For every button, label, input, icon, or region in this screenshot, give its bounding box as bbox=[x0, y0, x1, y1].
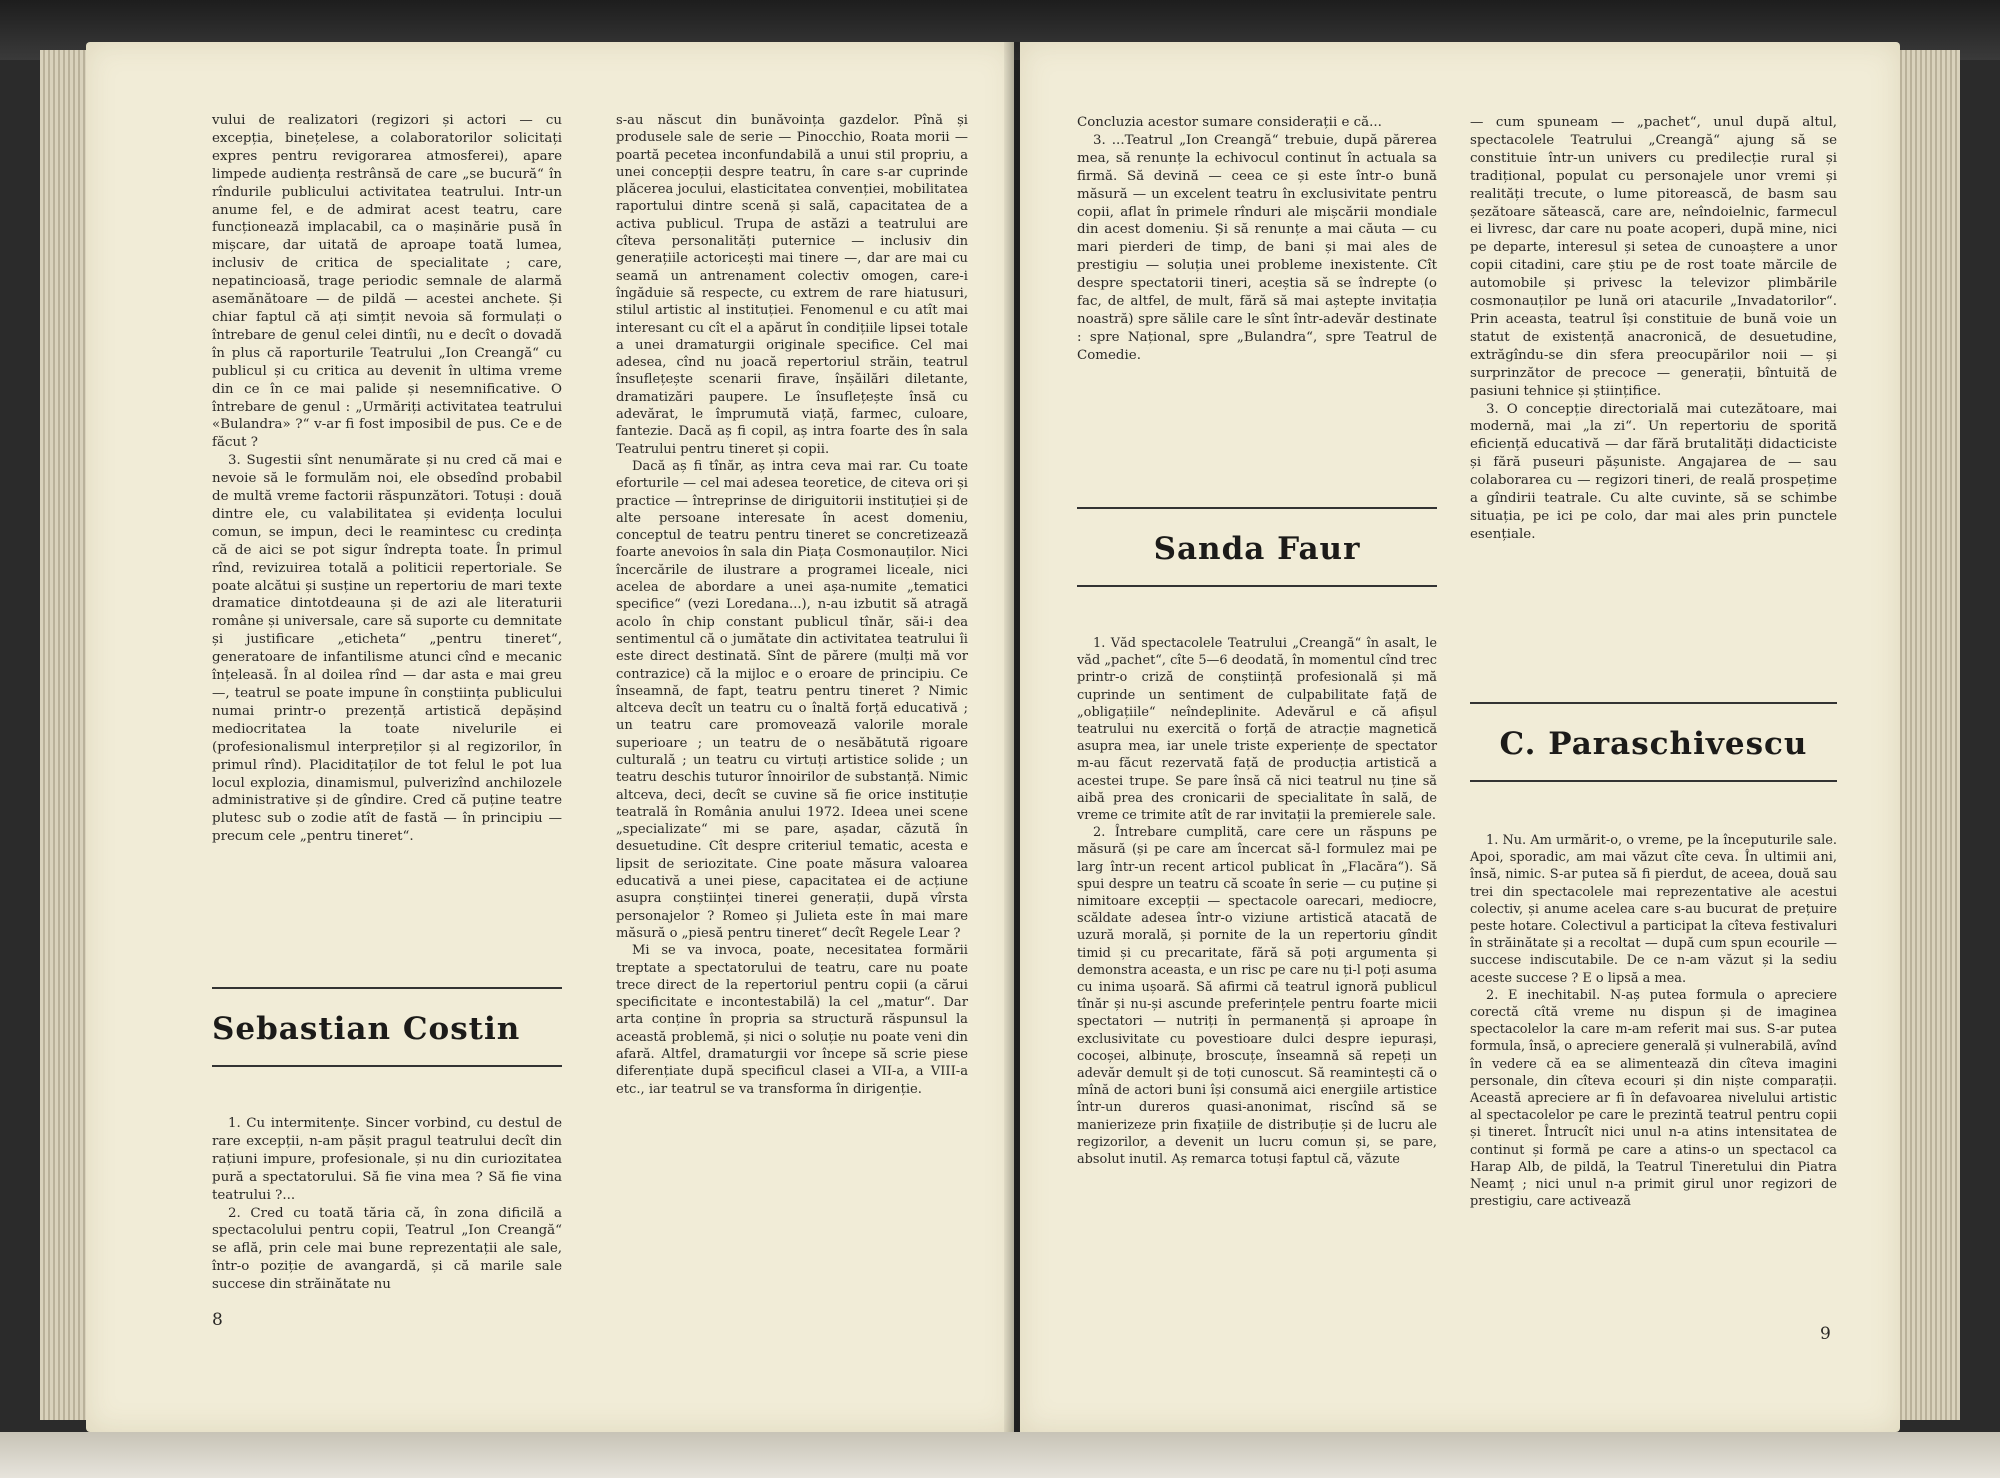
right-column-2-bottom bbox=[1470, 832, 1837, 1210]
paragraph: 1. Văd spectacolele Teatrului „Creangă“ în asalt, le văd „pachet“, cîte 5—6 deodată, în momentul cînd trec printr-o criză de conștiință profesională și mă cuprinde un sentiment de culpabilitate față de „obligațiile“ neîndeplinite. Adevărul e că afișul teatrului nu exercită o forță de atracție magnetică asupra mea, iar unele triste experiențe de spectator m-au făcut rezervată față de producția artistică a acestei trupe. Se pare însă că nici teatrul nu ține să aibă prea des cronicarii de specialitate în sală, de vreme ce trimite atît de rar invitații la premierele sale. bbox=[1077, 636, 1437, 824]
paragraph: 2. Cred cu toată tăria că, în zona dificilă a spectacolului pentru copii, Teatrul „Ion Creangă“ se află, prin cele mai bune reprezentații ale sale, într-o poziție de avangardă, și că marile sale succese din străinătate nu bbox=[212, 1205, 562, 1293]
author-heading-c-paraschivescu: C. Paraschivescu bbox=[1470, 702, 1837, 782]
paragraph: 3. Sugestii sînt nenumărate și nu cred că mai e nevoie să le formulăm noi, ele obsedînd probabil de multă vreme factorii răspunzători. Totuși : două dintre ele, cu valabilitatea și evidența locului comun, se impun, deci le reamintesc cu credința că de aici se pot sigur îndrepta toate. În primul rînd, revizuirea totală a politicii repertoriale. Se poate alcătui și susține un repertoriu de mari texte dramatice dintotdeauna și de azi ale literaturii române și universale, care să suporte cu demnitate și justificare „eticheta“ „pentru tineret“, generatoare de infantilisme atunci cînd e mecanic înțeleasă. În al doilea rînd — dar asta e mai greu —, teatrul se poate impune în conștiința publicului numai printr-o prezență artistică depășind mediocritatea la toate nivelurile ei (profesionalismul interpreților și al regizorilor, în primul rînd). Placiditaților de tot felul le pot lua locul explozia, dinamismul, pulverizînd anchilozele administrative și de gîndire. Cred că puține teatre plutesc sub o zodie atît de fastă — în principiu — precum cele „pentru tineret“. bbox=[212, 453, 562, 845]
scan-bottom-margin bbox=[0, 1432, 2000, 1478]
paragraph: 1. Nu. Am urmărit-o, o vreme, pe la începuturile sale. Apoi, sporadic, am mai văzut cîte ceva. În ultimii ani, însă, nimic. S-ar putea să fi pierdut, de aceea, două sau trei din spectacolele mai reprezentative ale acestui colectiv, și anume acelea care s-au bucurat de prețuire peste hotare. Colectivul a participat la cîteva festivaluri în străinătate și a recoltat — după cum spun ecourile — succese indiscutabile. De ce n-am văzut și la sediu aceste succese ? E o lipsă a mea. bbox=[1470, 833, 1837, 986]
paragraph: 3. ...Teatrul „Ion Creangă“ trebuie, după părerea mea, să renunțe la echivocul continut în actuala sa firmă. Să devină — ceea ce și este într-o bună măsură — un excelent teatru în exclusivitate pentru copii, aflat în primele rînduri ale mișcării mondiale din acest domeniu. Și să renunțe a mai căuta — cu mari pierderi de timp, de bani și mai ales de prestigiu — soluția unei probleme inexistente. Cît despre spectatorii tineri, aceștia să se îndrepte (o fac, de altfel, de mult, fără să mai aștepte invitația noastră) spre sălile care le sînt într-adevăr destinate : spre Național, spre „Bulandra“, spre Teatrul de Comedie. bbox=[1077, 132, 1437, 363]
left-page bbox=[86, 42, 1014, 1432]
paragraph: 3. O concepție directorială mai cutezătoare, mai modernă, mai „la zi“. Un repertoriu de sporită eficiență educativă — dar fără brutalități didacticiste și fără puseuri pășuniste. Angajarea de — sau colaborarea cu — regizori tineri, de reală prospețime a gîndirii teatrale. Cu alte cuvinte, să se schimbe situația, pe ici pe colo, dar mai ales prin punctele esențiale. bbox=[1470, 401, 1837, 542]
paragraph: 1. Cu intermitențe. Sincer vorbind, cu destul de rare excepții, n-am pășit pragul teatrului decît din rațiuni impure, profesionale, și nu din curiozitatea pură a spectatorului. Să fie vina mea ? Să fie vina teatrului ?... bbox=[212, 1116, 562, 1203]
page-number-right: 9 bbox=[1820, 1324, 1831, 1344]
right-column-1-top bbox=[1077, 114, 1437, 365]
paragraph: — cum spuneam — „pachet“, unul după altul, spectacolele Teatrului „Creangă“ ajung să se constituie într-un univers cu predilecție rural și tradițional, populat cu personajele unor vremi și realități trecute, o lume pitorească, de basm sau șezătoare sătească, care are, neîndoielnic, farmecul ei livresc, dar care nu poate acoperi, după mine, nici pe departe, interesul și setea de cunoaștere a unor copii citadini, care știu pe de rost toate mărcile de automobile și privesc la televizor plimbările cosmonauților pe lună ori atacurile „Invadatorilor“. Prin aceasta, teatrul își constituie de bună voie un statut de existență anacronică, de desuetudine, extrăgîndu-se din sfera preocupărilor noii — și surprinzător de precoce — generații, bîntuită de pasiuni tehnice și științifice. bbox=[1470, 115, 1837, 399]
book-page-edges-right bbox=[1900, 50, 1960, 1420]
paragraph: s-au născut din bunăvoința gazdelor. Pînă și produsele sale de serie — Pinocchio, Roata morii — poartă pecetea inconfundabilă a unui stil propriu, a unei concepții despre teatru, în care s-ar cuprinde plăcerea jocului, elasticitatea convenției, mobilitatea raportului dintre scenă și sală, capacitatea de a activa publicul. Trupa de astăzi a teatrului are cîteva personalități puternice — inclusiv din generațiile actoricești mai tinere —, dar are mai cu seamă un antrenament colectiv omogen, care-i îngăduie să respecte, cu extrem de rare hiatusuri, stilul artistic al instituției. Fenomenul e cu atît mai interesant cu cît el a apărut în condițiile lipsei totale a unei dramaturgii originale specifice. Cel mai adesea, cînd nu joacă repertoriul străin, teatrul însuflețește scenarii firave, înșăilări diletante, dramatizări paupere. Le însuflețește însă cu adevărat, le împrumută viață, farmec, culoare, fantezie. Dacă aș fi copil, aș intra foarte des în sala Teatrului pentru tineret și copii. bbox=[616, 113, 968, 457]
paragraph: Concluzia acestor sumare considerații e că... bbox=[1077, 115, 1382, 130]
paragraph: Dacă aș fi tînăr, aș intra ceva mai rar. Cu toate eforturile — cel mai adesea teoretice, de citeva ori și practice — întreprinse de diriguitorii instituției și de alte persoane interesate în acest domeniu, conceptul de teatru pentru tineret se concretizează foarte anevoios în sala din Piața Cosmonauților. Nici încercările de ilustrare a programei liceale, nici acelea de abordare a unei așa-numite „tematici specifice“ (vezi Loredana...), n-au izbutit să atragă acolo în chip constant publicul tînăr, săi-i dea sentimentul că o jumătate din activitatea teatrului îi este direct destinată. Sînt de părere (mulți mă vor contrazice) că la mijloc e o eroare de principiu. Ce înseamnă, de fapt, teatru pentru tineret ? Nimic altceva decît un teatru cu o înaltă forță educativă ; un teatru care promovează valorile morale superioare ; un teatru de o nesăbătută rigoare culturală ; un teatru cu virtuți artistice solide ; un teatru deschis tuturor înnoirilor de substanță. Nimic altceva, deci, decît se cuvine să fie orice instituție teatrală în România anului 1972. Ideea unei scene „specializate“ mi se pare, așadar, căzută în desuetudine. Cît despre criteriul tematic, acesta e lipsit de seriozitate. Cine poate măsura valoarea educativă a unei piese, capacitatea ei de acțiune asupra conștiinței tinerei generații, după vîrsta personajelor ? Romeo și Julieta este în mai mare măsură o „piesă pentru tineret“ decît Regele Lear ? bbox=[616, 458, 968, 941]
left-column-1-bottom bbox=[212, 1115, 562, 1294]
book-page-edges-left bbox=[40, 50, 88, 1420]
paragraph: Mi se va invoca, poate, necesitatea formării treptate a spectatorului de teatru, care nu poate trece direct de la repertoriul pentru copii (a cărui specificitate e incontestabilă) la cel „matur“. Dar arta conține în propria sa structură răspunsul la această problemă, și nici o soluție nu poate veni din afară. Altfel, dramaturgii vor începe să scrie piese diferențiate după specificul clasei a VII-a, a VIII-a etc., iar teatrul se va transforma în dirigenție. bbox=[616, 943, 968, 1097]
author-heading-sebastian-costin: Sebastian Costin bbox=[212, 987, 562, 1067]
right-page bbox=[1020, 42, 1900, 1432]
page-number-left: 8 bbox=[212, 1310, 223, 1330]
paragraph: 2. Întrebare cumplită, care cere un răspuns pe măsură (și pe care am încercat să-l formulez mai pe larg într-un recent articol publicat în „Flacăra“). Să spui despre un teatru că scoate în serie — cu puține și nimitoare excepții — spectacole oarecari, mediocre, scăldate adesea într-o viziune artistică atacată de uzură morală, și pornite de la un repertoriu gîndit timid și cu precaritate, fără să poți argumenta și demonstra aceasta, e un risc pe care nu ți-l poți asuma cu inima ușoară. Să afirmi că teatrul ignoră publicul tînăr și nu-și ascunde preferințele pentru foarte micii spectatori — nutriți în permanență și aproape în exclusivitate cu povestioare dulci despre iepurași, cocoșei, albinuțe, broscuțe, înseamnă să repeți un adevăr demult și de toți cunoscut. Să reamintești că o mînă de actori buni își consumă aici energiile artistice într-un dureros quasi-anonimat, riscînd să se manierizeze prin fixațiile de distribuție și de lucru ale regizorilor, a devenit un lucru comun și, se pare, absolut inutil. Aș remarca totuși faptul că, văzute bbox=[1077, 825, 1437, 1168]
author-heading-sanda-faur: Sanda Faur bbox=[1077, 507, 1437, 587]
left-column-1-top bbox=[212, 112, 562, 846]
right-column-1-bottom bbox=[1077, 635, 1437, 1168]
right-column-2-top bbox=[1470, 114, 1837, 544]
paragraph: 2. E inechitabil. N-aș putea formula o apreciere corectă cîtă vreme nu dispun și de imaginea spectacolelor la care m-am referit mai sus. S-ar putea formula, însă, o apreciere generală și vulnerabilă, avînd în vedere că ea se alimentează din cîteva imagini personale, din cîteva ecouri și din niște comparații. Această apreciere ar fi în defavoarea nivelului artistic al spectacolelor pe care le prezintă teatrul pentru copii și tineret. Întrucît nici unul n-a atins intensitatea de continut și formă pe care a atins-o un spectacol ca Harap Alb, de pildă, la Teatrul Tineretului din Piatra Neamț ; nici unul n-a primit girul unor regizori de prestigiu, care activează bbox=[1470, 987, 1837, 1210]
left-column-2 bbox=[616, 112, 968, 1098]
paragraph: vului de realizatori (regizori și actori — cu excepția, binețelese, a colaboratorilor solicitați expres pentru revigorarea atmosferei), apare limpede audiența restrânsă de care „se bucură“ în rîndurile publicului activitatea teatrului. Intr-un anume fel, e de admirat acest teatru, care funcționează implacabil, ca o mașinărie pusă în mișcare, dar uitată de aproape toată lumea, inclusiv de critica de specialitate ; care, nepatincioasă, trage periodic semnale de alarmă asemănătoare — de pildă — acestei anchete. Și chiar faptul că ați simțit nevoia să formulați o întrebare de genul celei dintîi, nu e decît o dovadă în plus că raporturile Teatrului „Ion Creangă“ cu publicul și cu critica au devenit în ultima vreme din ce în ce mai palide și nesemnificative. O întrebare de genul : „Urmăriți activitatea teatrului «Bulandra» ?“ v-ar fi fost imposibil de pus. Ce e de făcut ? bbox=[212, 113, 562, 451]
